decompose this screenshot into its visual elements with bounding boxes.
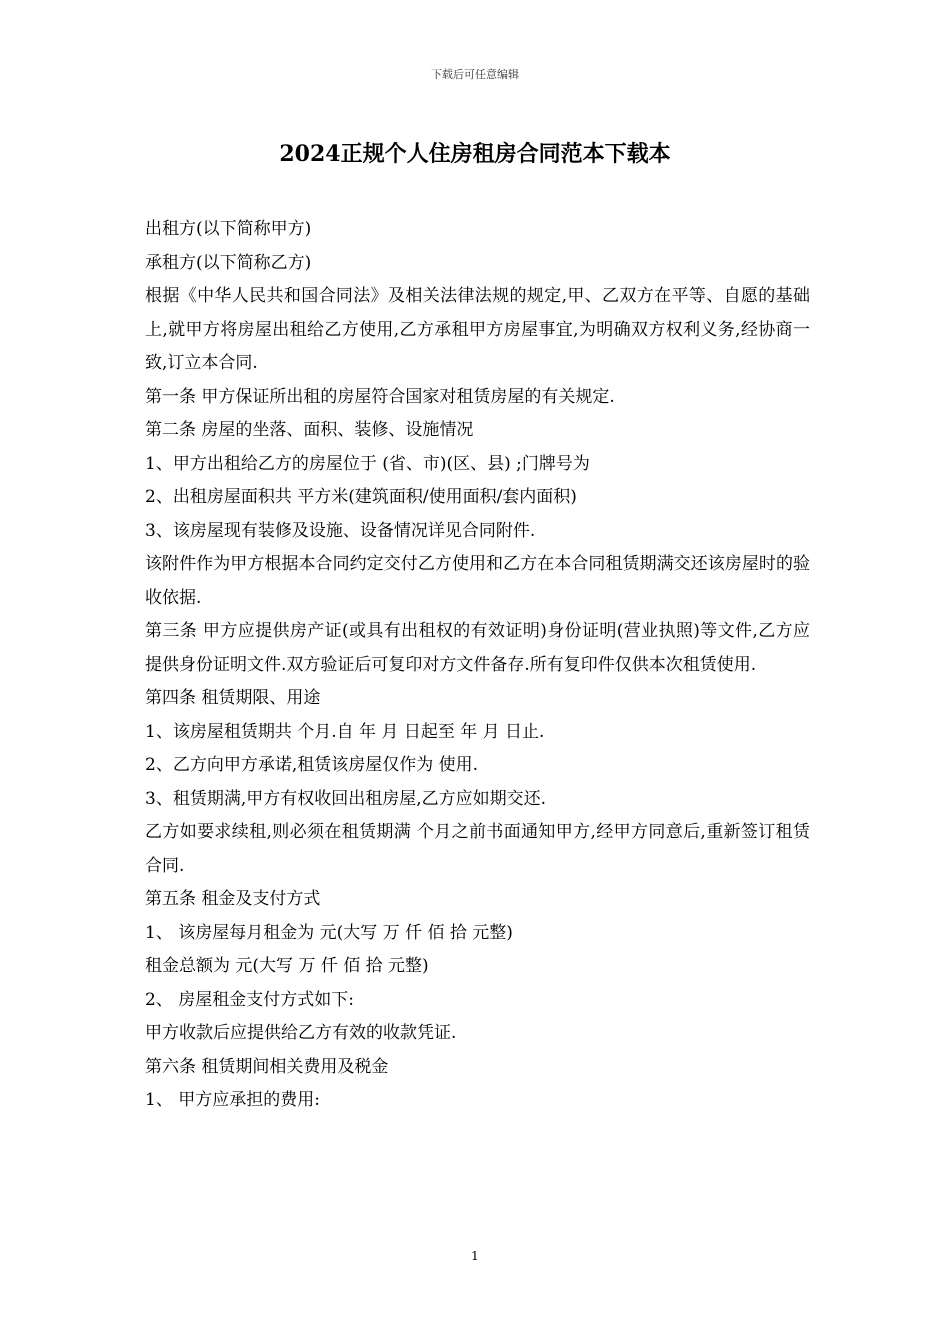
paragraph: 该附件作为甲方根据本合同约定交付乙方使用和乙方在本合同租赁期满交还该房屋时的验收依据. — [145, 554, 810, 608]
paragraph: 乙方如要求续租,则必须在租赁期满 个月之前书面通知甲方,经甲方同意后,重新签订租赁合同. — [145, 822, 810, 876]
paragraph: 3、租赁期满,甲方有权收回出租房屋,乙方应如期交还. — [145, 788, 547, 809]
paragraph: 甲方收款后应提供给乙方有效的收款凭证. — [145, 1023, 457, 1043]
document-body — [145, 213, 810, 1118]
paragraph: 2、出租房屋面积共 平方米(建筑面积/使用面积/套内面积) — [145, 487, 577, 507]
document-title: 2024正规个人住房租房合同范本下载本 — [279, 141, 671, 167]
paragraph: 第三条 甲方应提供房产证(或具有出租权的有效证明)身份证明(营业执照)等文件,乙方应提供身份证明文件.双方验证后可复印对方文件备存.所有复印件仅供本次租赁使用. — [145, 621, 810, 675]
paragraph: 第四条 租赁期限、用途 — [145, 688, 321, 708]
paragraph: 1、 甲方应承担的费用: — [145, 1090, 320, 1110]
paragraph: 第六条 租赁期间相关费用及税金 — [145, 1056, 389, 1077]
paragraph: 出租方(以下简称甲方) — [145, 219, 312, 239]
paragraph: 租金总额为 元(大写 万 仟 佰 拾 元整) — [145, 956, 429, 976]
header-note: 下载后可任意编辑 — [431, 68, 519, 81]
paragraph: 1、 该房屋每月租金为 元(大写 万 仟 佰 拾 元整) — [145, 922, 513, 943]
paragraph: 2、 房屋租金支付方式如下: — [145, 989, 354, 1010]
paragraph: 1、甲方出租给乙方的房屋位于 (省、市)(区、县) ;门牌号为 — [145, 453, 590, 474]
paragraph: 根据《中华人民共和国合同法》及相关法律法规的规定,甲、乙双方在平等、自愿的基础上,就甲方将房屋出租给乙方使用,乙方承租甲方房屋事宜,为明确双方权利义务,经协商一致,订立本合同. — [145, 286, 810, 373]
paragraph: 承租方(以下简称乙方) — [145, 252, 312, 273]
paragraph: 第一条 甲方保证所出租的房屋符合国家对租赁房屋的有关规定. — [145, 386, 615, 407]
paragraph: 2、乙方向甲方承诺,租赁该房屋仅作为 使用. — [145, 755, 479, 775]
page-number: 1 — [471, 1249, 479, 1263]
paragraph: 第五条 租金及支付方式 — [145, 889, 321, 909]
paragraph: 3、该房屋现有装修及设施、设备情况详见合同附件. — [145, 520, 536, 541]
paragraph: 1、该房屋租赁期共 个月.自 年 月 日起至 年 月 日止. — [145, 721, 545, 742]
paragraph: 第二条 房屋的坐落、面积、装修、设施情况 — [145, 420, 474, 440]
